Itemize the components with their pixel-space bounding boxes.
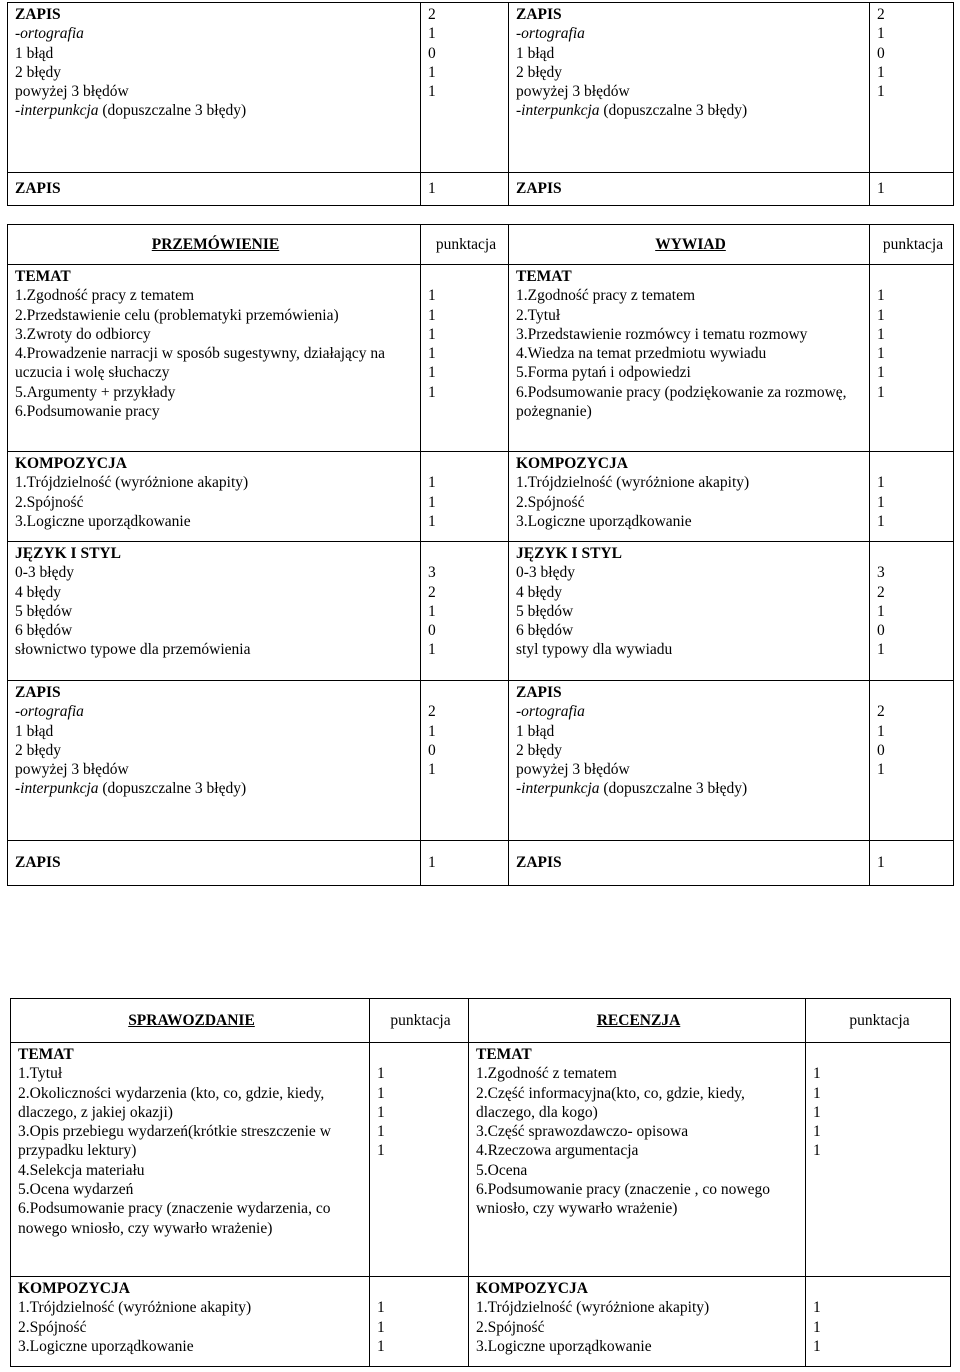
criterion-score: 1: [813, 1142, 821, 1160]
przemowienie-wywiad-table: [7, 224, 954, 886]
kompozycja-right-cell: [469, 1277, 806, 1367]
zapis-criterion-rest: 2 błędy: [516, 741, 563, 759]
criterion-score: 1: [877, 287, 885, 305]
jezyk-heading: JĘZYK I STYL: [15, 545, 121, 562]
criterion-score: 1: [377, 1142, 385, 1160]
zapis-criterion: [516, 741, 865, 760]
criterion-text: 2.Tytuł: [516, 306, 561, 324]
zapis-criterion-rest: (dopuszczalne 3 błędy): [98, 102, 247, 120]
criterion-text: 3.Logiczne uporządkowanie: [476, 1337, 652, 1355]
criterion-score: 1: [877, 25, 885, 43]
kompozycja-heading: KOMPOZYCJA: [15, 455, 127, 472]
zapis-criterion: [15, 741, 416, 760]
zapis-criterion: [15, 702, 416, 721]
criterion-text: 3.Część sprawozdawczo- opisowa: [476, 1123, 689, 1141]
temat-right-scores: [870, 265, 954, 452]
kompozycja-section-row: [8, 452, 954, 542]
temat-left-scores: [421, 265, 509, 452]
zapis-criterion-em: interpunkcja: [521, 780, 600, 798]
temat-heading: TEMAT: [15, 268, 71, 285]
criterion-text: 6 błędów: [15, 622, 73, 640]
criterion-score: 0: [877, 741, 885, 759]
criterion-score: 0: [877, 44, 885, 62]
criterion-text: 5.Ocena wydarzeń: [18, 1181, 134, 1199]
criterion-text: 1.Tytuł: [18, 1065, 63, 1083]
criterion-score: 2: [428, 6, 436, 23]
zapis-criterion-rest: powyżej 3 błędów: [516, 83, 630, 101]
zapis-criterion: [15, 82, 416, 101]
zapis-left-cell: [8, 681, 421, 841]
header-punktacja: punktacja: [421, 225, 509, 265]
kompozycja-section-row: [11, 1277, 951, 1367]
header-punktacja: punktacja: [870, 225, 954, 265]
criterion-text: 2.Spójność: [18, 1318, 87, 1336]
criterion-score: 1: [877, 306, 885, 324]
criterion-score: 1: [877, 493, 885, 511]
zapis-criterion-rest: (dopuszczalne 3 błędy): [98, 780, 247, 798]
zapis-total-row: [8, 841, 954, 886]
zapis-criterion: [516, 722, 865, 741]
kompozycja-heading: KOMPOZYCJA: [476, 1280, 588, 1297]
criterion-score: [813, 1161, 946, 1180]
zapis-criterion-rest: 2 błędy: [15, 741, 62, 759]
zapis-criterion: [15, 722, 416, 741]
criterion-score: 1: [377, 1299, 385, 1317]
criterion-text: 4.Prowadzenie narracji w sposób sugestywny, działający na uczucia i wolę słuchaczy: [15, 345, 386, 382]
criterion-score: 1: [813, 1084, 821, 1102]
zapis-total-score: 1: [421, 173, 509, 206]
jezyk-right-cell: [509, 542, 870, 681]
kompozycja-right-cell: [509, 452, 870, 542]
temat-section-row: [11, 1043, 951, 1277]
criterion-score: [877, 779, 949, 798]
zapis-section-row: [8, 3, 954, 173]
temat-heading: TEMAT: [476, 1046, 532, 1063]
temat-right-cell: [469, 1043, 806, 1277]
zapis-heading: ZAPIS: [15, 6, 61, 23]
zapis-criterion-em: interpunkcja: [20, 780, 99, 798]
zapis-criterion: [15, 44, 416, 63]
kompozycja-left-scores: [421, 452, 509, 542]
zapis-criterion-rest: 2 błędy: [15, 63, 62, 81]
criterion-score: 1: [428, 383, 436, 401]
criterion-score: 1: [428, 364, 436, 382]
criterion-score: 1: [813, 1337, 821, 1355]
kompozycja-right-scores: [806, 1277, 951, 1367]
criterion-score: 1: [877, 63, 885, 81]
zapis-criterion-em: interpunkcja: [521, 102, 600, 120]
criterion-score: 1: [428, 306, 436, 324]
criterion-score: [428, 779, 504, 798]
criterion-score: 1: [877, 641, 885, 659]
zapis-total-label: ZAPIS: [8, 173, 421, 206]
criterion-text: 2.Przedstawienie celu (problematyki przemówienia): [15, 306, 339, 324]
zapis-criterion: [15, 24, 416, 43]
zapis-criterion: [516, 63, 865, 82]
criterion-score: 1: [428, 761, 436, 779]
criterion-score: 1: [428, 602, 436, 620]
criterion-text: 5.Ocena: [476, 1161, 528, 1179]
criterion-score: 1: [877, 345, 885, 363]
temat-heading: TEMAT: [516, 268, 572, 285]
criterion-text: 1.Trójdzielność (wyróżnione akapity): [516, 474, 750, 492]
criterion-score: 2: [877, 6, 885, 23]
zapis-total-score: 1: [421, 841, 509, 886]
top-continued-table: [7, 2, 954, 206]
sprawozdanie-recenzja-table: [10, 998, 951, 1367]
criterion-score: 1: [877, 602, 885, 620]
zapis-criterion-prefix: -: [15, 102, 21, 120]
zapis-criterion-rest: 1 błąd: [516, 44, 555, 62]
zapis-total-score: 1: [870, 841, 954, 886]
criterion-score: 0: [877, 622, 885, 640]
criterion-text: 4.Selekcja materiału: [18, 1161, 145, 1179]
zapis-criterion: [15, 63, 416, 82]
zapis-total-label: ZAPIS: [8, 841, 421, 886]
criterion-score: 1: [877, 383, 885, 401]
criterion-score: 0: [428, 44, 436, 62]
criterion-text: styl typowy dla wywiadu: [516, 641, 673, 659]
criterion-text: 6.Podsumowanie pracy (znaczenie , co nowego wniosło, czy wywarło wrażenie): [476, 1181, 770, 1218]
zapis-criterion: [516, 760, 865, 779]
zapis-criterion-prefix: -: [516, 25, 522, 43]
zapis-criterion-em: ortografia: [521, 703, 585, 721]
zapis-heading: ZAPIS: [516, 6, 562, 23]
table-header-row: [8, 225, 954, 265]
criterion-text: 3.Zwroty do odbiorcy: [15, 325, 151, 343]
criterion-score: 1: [377, 1318, 385, 1336]
zapis-criterion-rest: 1 błąd: [516, 722, 555, 740]
criterion-score: 1: [377, 1103, 385, 1121]
criterion-score: 1: [813, 1299, 821, 1317]
kompozycja-right-scores: [870, 452, 954, 542]
criterion-score: 1: [428, 474, 436, 492]
criterion-score: 1: [428, 493, 436, 511]
criterion-score: 2: [877, 703, 885, 721]
criterion-score: 1: [377, 1084, 385, 1102]
criterion-score: 1: [428, 83, 436, 101]
zapis-criterion-em: ortografia: [20, 25, 84, 43]
criterion-score: 1: [877, 512, 885, 530]
criterion-score: 1: [377, 1337, 385, 1355]
zapis-criterion-prefix: -: [15, 25, 21, 43]
zapis-total-label: ZAPIS: [509, 841, 870, 886]
criterion-text: 4.Rzeczowa argumentacja: [476, 1142, 639, 1160]
zapis-criterion-prefix: -: [516, 703, 522, 721]
criterion-text: 5.Argumenty + przykłady: [15, 383, 176, 401]
criterion-text: 3.Logiczne uporządkowanie: [15, 512, 191, 530]
zapis-right-cell: [509, 681, 870, 841]
kompozycja-left-cell: [11, 1277, 370, 1367]
zapis-criterion: [15, 779, 416, 798]
jezyk-left-cell: [8, 542, 421, 681]
zapis-criterion-rest: 1 błąd: [15, 722, 54, 740]
temat-left-cell: [8, 265, 421, 452]
criterion-score: 1: [428, 512, 436, 530]
zapis-criterion: [516, 24, 865, 43]
zapis-criterion-rest: 1 błąd: [15, 44, 54, 62]
zapis-right-cell: [509, 3, 870, 173]
criterion-text: 5 błędów: [516, 602, 574, 620]
temat-right-cell: [509, 265, 870, 452]
zapis-criterion: [15, 101, 416, 120]
zapis-criterion-rest: powyżej 3 błędów: [15, 761, 129, 779]
criterion-text: 2.Okoliczności wydarzenia (kto, co, gdzie, kiedy, dlaczego, z jakiej okazji): [18, 1084, 325, 1121]
zapis-total-row: [8, 173, 954, 206]
kompozycja-left-scores: [370, 1277, 469, 1367]
criterion-text: 0-3 błędy: [516, 564, 575, 582]
criterion-score: 2: [428, 583, 436, 601]
criterion-text: 6.Podsumowanie pracy (podziękowanie za rozmowę, pożegnanie): [516, 383, 847, 421]
criterion-text: 3.Logiczne uporządkowanie: [516, 512, 692, 530]
jezyk-section-row: [8, 542, 954, 681]
criterion-text: 0-3 błędy: [15, 564, 74, 582]
header-punktacja: punktacja: [370, 999, 469, 1043]
zapis-criterion: [516, 82, 865, 101]
criterion-text: 3.Przedstawienie rozmówcy i tematu rozmowy: [516, 325, 808, 343]
zapis-right-scores: [870, 3, 954, 173]
zapis-heading: ZAPIS: [15, 684, 61, 701]
zapis-criterion: [516, 101, 865, 120]
header-sprawozdanie: SPRAWOZDANIE: [11, 999, 370, 1043]
criterion-text: 4 błędy: [516, 583, 563, 601]
criterion-score: 0: [428, 741, 436, 759]
criterion-score: 1: [377, 1065, 385, 1083]
criterion-text: 2.Część informacyjna(kto, co, gdzie, kiedy, dlaczego, dla kogo): [476, 1084, 745, 1121]
criterion-text: 3.Opis przebiegu wydarzeń(krótkie streszczenie w przypadku lektury): [18, 1123, 331, 1160]
criterion-text: 6 błędów: [516, 622, 574, 640]
zapis-left-scores: [421, 681, 509, 841]
criterion-text: 2.Spójność: [476, 1318, 545, 1336]
zapis-section-row: [8, 681, 954, 841]
criterion-score: 1: [428, 345, 436, 363]
criterion-text: 5 błędów: [15, 602, 73, 620]
temat-left-cell: [11, 1043, 370, 1277]
zapis-right-scores: [870, 681, 954, 841]
criterion-text: słownictwo typowe dla przemówienia: [15, 641, 251, 659]
criterion-score: 3: [428, 564, 436, 582]
zapis-criterion-rest: (dopuszczalne 3 błędy): [599, 102, 748, 120]
criterion-score: 1: [428, 25, 436, 43]
zapis-criterion-em: ortografia: [20, 703, 84, 721]
criterion-score: 1: [813, 1103, 821, 1121]
zapis-criterion-em: ortografia: [521, 25, 585, 43]
zapis-criterion-rest: (dopuszczalne 3 błędy): [599, 780, 748, 798]
kompozycja-heading: KOMPOZYCJA: [516, 455, 628, 472]
criterion-score: 1: [428, 287, 436, 305]
criterion-text: 1.Trójdzielność (wyróżnione akapity): [18, 1299, 252, 1317]
criterion-score: 2: [428, 703, 436, 721]
zapis-criterion-rest: powyżej 3 błędów: [516, 761, 630, 779]
zapis-left-cell: [8, 3, 421, 173]
zapis-heading: ZAPIS: [516, 684, 562, 701]
criterion-text: 2.Spójność: [15, 493, 84, 511]
criterion-text: 1.Zgodność z tematem: [476, 1065, 617, 1083]
criterion-score: 1: [877, 722, 885, 740]
zapis-criterion: [15, 760, 416, 779]
criterion-score: 1: [428, 722, 436, 740]
kompozycja-heading: KOMPOZYCJA: [18, 1280, 130, 1297]
temat-heading: TEMAT: [18, 1046, 74, 1063]
header-wywiad: WYWIAD: [509, 225, 870, 265]
zapis-criterion: [516, 779, 865, 798]
zapis-criterion-rest: 2 błędy: [516, 63, 563, 81]
criterion-score: 1: [877, 474, 885, 492]
criterion-score: 1: [428, 325, 436, 343]
criterion-text: 6.Podsumowanie pracy: [15, 403, 160, 421]
criterion-score: 0: [428, 622, 436, 640]
criterion-score: 1: [877, 761, 885, 779]
jezyk-left-scores: [421, 542, 509, 681]
criterion-score: 1: [813, 1123, 821, 1141]
zapis-criterion-prefix: -: [516, 780, 522, 798]
criterion-text: 1.Zgodność pracy z tematem: [15, 287, 195, 305]
header-punktacja: punktacja: [806, 999, 951, 1043]
criterion-text: 1.Zgodność pracy z tematem: [516, 287, 696, 305]
criterion-score: [377, 1161, 464, 1180]
zapis-left-scores: [421, 3, 509, 173]
criterion-text: 6.Podsumowanie pracy (znaczenie wydarzenia, co nowego wniosło, czy wywarło wrażenie): [18, 1200, 331, 1237]
zapis-total-label: ZAPIS: [509, 173, 870, 206]
header-przemowienie: PRZEMÓWIENIE: [8, 225, 421, 265]
criterion-text: 2.Spójność: [516, 493, 585, 511]
criterion-text: 1.Trójdzielność (wyróżnione akapity): [15, 474, 249, 492]
kompozycja-left-cell: [8, 452, 421, 542]
zapis-criterion: [516, 702, 865, 721]
zapis-criterion-prefix: -: [516, 102, 522, 120]
criterion-score: 1: [813, 1318, 821, 1336]
jezyk-heading: JĘZYK I STYL: [516, 545, 622, 562]
temat-right-scores: [806, 1043, 951, 1277]
criterion-text: 4.Wiedza na temat przedmiotu wywiadu: [516, 345, 767, 363]
table-header-row: [11, 999, 951, 1043]
header-recenzja: RECENZJA: [469, 999, 806, 1043]
zapis-criterion-em: interpunkcja: [20, 102, 99, 120]
criterion-score: 2: [877, 583, 885, 601]
criterion-score: 1: [877, 83, 885, 101]
criterion-score: 1: [377, 1123, 385, 1141]
zapis-criterion-rest: powyżej 3 błędów: [15, 83, 129, 101]
criterion-score: 1: [877, 364, 885, 382]
criterion-score: 1: [428, 641, 436, 659]
criterion-text: 1.Trójdzielność (wyróżnione akapity): [476, 1299, 710, 1317]
criterion-text: 3.Logiczne uporządkowanie: [18, 1337, 194, 1355]
zapis-criterion-prefix: -: [15, 780, 21, 798]
criterion-score: 3: [877, 564, 885, 582]
criterion-score: 1: [877, 325, 885, 343]
criterion-score: 1: [813, 1065, 821, 1083]
temat-left-scores: [370, 1043, 469, 1277]
temat-section-row: [8, 265, 954, 452]
criterion-score: 1: [428, 63, 436, 81]
criterion-text: 5.Forma pytań i odpowiedzi: [516, 364, 691, 382]
zapis-criterion-prefix: -: [15, 703, 21, 721]
zapis-criterion: [516, 44, 865, 63]
jezyk-right-scores: [870, 542, 954, 681]
zapis-total-score: 1: [870, 173, 954, 206]
criterion-text: 4 błędy: [15, 583, 62, 601]
